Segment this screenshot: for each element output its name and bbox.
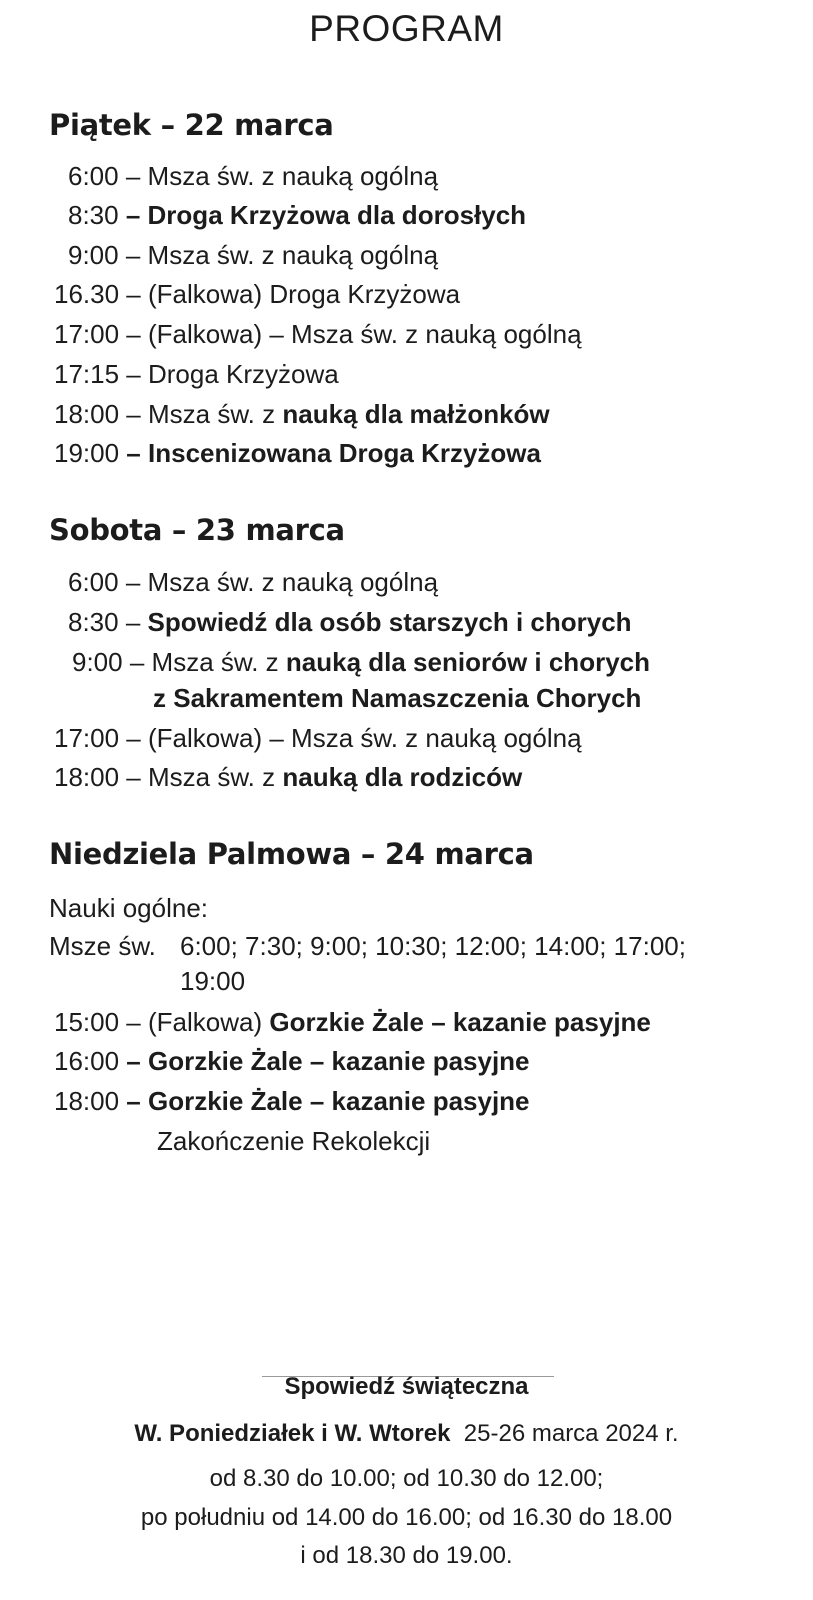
schedule-row: 17:15 – Droga Krzyżowa (54, 359, 339, 389)
msze-times-continued: 19:00 (180, 966, 246, 996)
day-heading-friday: Piątek – 22 marca (49, 108, 334, 142)
schedule-row: 18:00 – Msza św. z nauką dla rodziców (54, 762, 523, 792)
schedule-row: 9:00 – Msza św. z nauką dla seniorów i chorych (72, 647, 650, 677)
schedule-row: 15:00 – (Falkowa) Gorzkie Żale – kazanie pasyjne (54, 1007, 651, 1037)
nauki-label: Nauki ogólne: (49, 893, 208, 923)
schedule-row: 18:00 – Msza św. z nauką dla małżonków (54, 399, 550, 429)
confession-hours-line3: i od 18.30 do 19.00. (300, 1542, 513, 1569)
schedule-row: 8:30 – Spowiedź dla osób starszych i chorych (68, 607, 632, 637)
schedule-row: 17:00 – (Falkowa) – Msza św. z nauką ogólną (54, 319, 582, 349)
schedule-row: 8:30 – Droga Krzyżowa dla dorosłych (68, 200, 527, 230)
schedule-row: 6:00 – Msza św. z nauką ogólną (68, 567, 439, 597)
schedule-row: 16:00 – Gorzkie Żale – kazanie pasyjne (54, 1046, 530, 1076)
schedule-row-continuation: z Sakramentem Namaszczenia Chorych (153, 683, 642, 713)
schedule-row: 17:00 – (Falkowa) – Msza św. z nauką ogólną (54, 723, 582, 753)
schedule-row: 16.30 – (Falkowa) Droga Krzyżowa (54, 279, 461, 309)
schedule-row: 18:00 – Gorzkie Żale – kazanie pasyjne (54, 1086, 530, 1116)
confession-heading: Spowiedź świąteczna (284, 1373, 529, 1400)
msze-times: 6:00; 7:30; 9:00; 10:30; 12:00; 14:00; 17:00; (180, 931, 686, 961)
confession-days: W. Poniedziałek i W. Wtorek 25-26 marca 2024 r. (134, 1420, 679, 1447)
confession-hours-line1: od 8.30 do 10.00; od 10.30 do 12.00; (209, 1465, 604, 1492)
day-heading-saturday: Sobota – 23 marca (49, 513, 345, 547)
msze-label: Msze św. (49, 931, 156, 961)
closing-note: Zakończenie Rekolekcji (157, 1126, 431, 1156)
schedule-row: 9:00 – Msza św. z nauką ogólną (68, 240, 439, 270)
schedule-row: 19:00 – Inscenizowana Droga Krzyżowa (54, 438, 541, 468)
page-title: PROGRAM (309, 8, 504, 49)
confession-hours-line2: po południu od 14.00 do 16.00; od 16.30 do 18.00 (140, 1504, 673, 1531)
day-heading-sunday: Niedziela Palmowa – 24 marca (49, 837, 534, 871)
schedule-row: 6:00 – Msza św. z nauką ogólną (68, 161, 439, 191)
